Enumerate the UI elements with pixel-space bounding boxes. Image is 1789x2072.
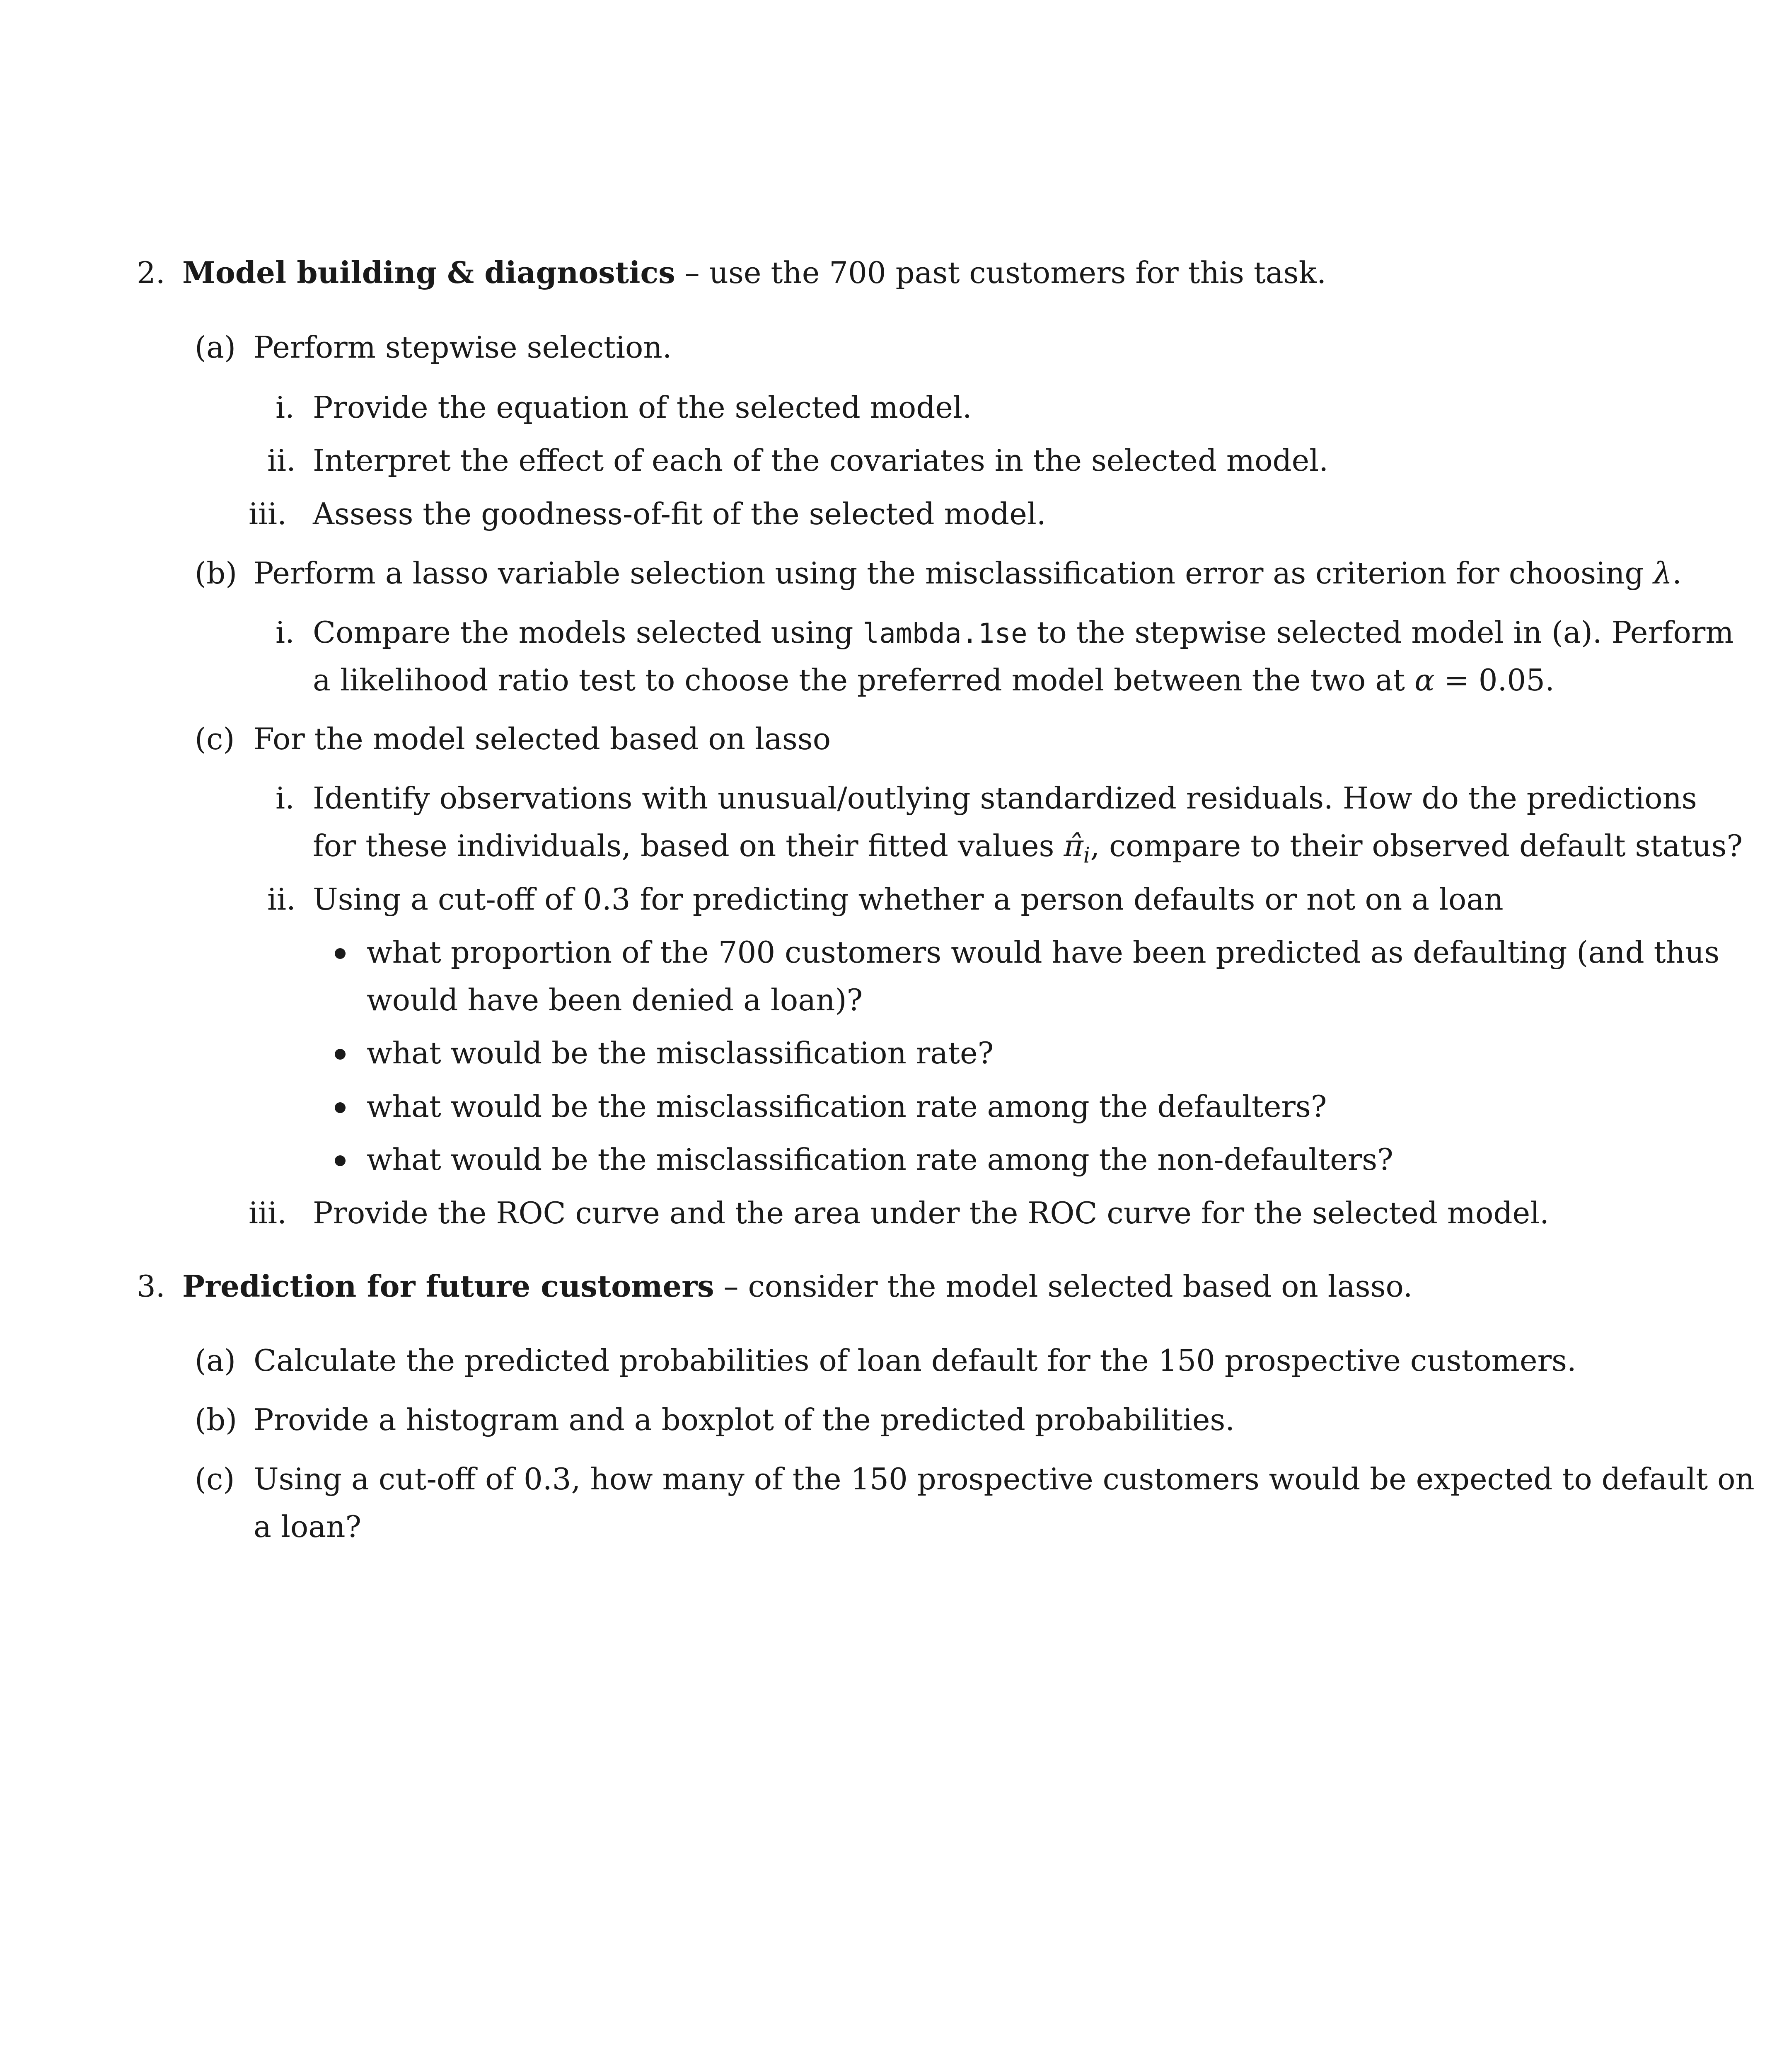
item-2a-iii-text: Assess the goodness-of-fit of the selected model. <box>313 496 1046 531</box>
bullet-icon <box>335 948 346 959</box>
item-2a-text: Perform stepwise selection. <box>254 330 672 365</box>
item-2b-i-label: i. <box>276 615 295 650</box>
item-2c-ii-label: ii. <box>267 882 296 917</box>
bullet-icon <box>335 1049 346 1060</box>
item-2c-i-label: i. <box>276 781 295 816</box>
item-3b-label: (b) <box>195 1402 237 1437</box>
section-3-title: Prediction for future customers <box>182 1268 714 1304</box>
section-2-number: 2. <box>137 255 165 290</box>
bullet-icon <box>335 1155 346 1166</box>
item-2c-iii-text: Provide the ROC curve and the area under the ROC curve for the selected model. <box>313 1196 1550 1230</box>
bullet-text: what would be the misclassification rate among the defaulters? <box>367 1089 1327 1124</box>
item-2a-iii-label: iii. <box>249 496 287 531</box>
bullet-text: what would be the misclassification rate among the non-defaulters? <box>367 1142 1393 1177</box>
bullet-text: what would be the misclassification rate? <box>367 1036 994 1070</box>
section-3-number: 3. <box>137 1269 165 1304</box>
section-2-subtitle: – use the 700 past customers for this task. <box>675 255 1327 290</box>
item-3b-text: Provide a histogram and a boxplot of the predicted probabilities. <box>254 1402 1235 1437</box>
lambda-symbol: λ <box>1653 556 1673 591</box>
item-3c-label: (c) <box>195 1462 235 1496</box>
pi-hat-symbol: π̂ <box>1064 828 1083 863</box>
section-3-subtitle: – consider the model selected based on lasso. <box>714 1269 1413 1304</box>
item-3c-text: Using a cut-off of 0.3, how many of the 150 prospective customers would be expected to default on <box>254 1462 1755 1496</box>
item-2c-label: (c) <box>195 721 235 756</box>
item-2a-ii-label: ii. <box>267 443 296 478</box>
alpha-symbol: α <box>1414 663 1435 697</box>
bullet-text: what proportion of the 700 customers would have been predicted as defaulting (and thus <box>367 935 1720 970</box>
item-2a-label: (a) <box>195 330 236 365</box>
code-lambda-1se: lambda.1se <box>863 617 1027 649</box>
section-2-title: Model building & diagnostics <box>182 255 675 290</box>
item-2a-ii-text: Interpret the effect of each of the covariates in the selected model. <box>313 443 1329 478</box>
item-3a-label: (a) <box>195 1343 236 1378</box>
item-2c-text: For the model selected based on lasso <box>254 721 831 756</box>
bullet-icon <box>335 1102 346 1113</box>
item-2c-i-text: Identify observations with unusual/outlying standardized residuals. How do the predictions <box>313 781 1697 816</box>
item-2a-i-label: i. <box>276 390 295 425</box>
item-2c-ii-text: Using a cut-off of 0.3 for predicting whether a person defaults or not on a loan <box>313 882 1504 917</box>
item-3a-text: Calculate the predicted probabilities of loan default for the 150 prospective customers. <box>254 1343 1576 1378</box>
item-2c-iii-label: iii. <box>249 1196 287 1230</box>
item-2a-i-text: Provide the equation of the selected model. <box>313 390 972 425</box>
item-2b-label: (b) <box>195 556 237 591</box>
document-page: 2. Model building & diagnostics – use the 700 past customers for this task. (a) Perform stepwise selection. i. Provide the equation of the selected model. ii. Interpret the effect of each of the covariates in the selected model. iii. Assess the goodness-of-fit of the selected model. (b) Perform a lasso variable selection using the misclassification error as criterion for choosing λ. i. Compare the models selected using lambda.1se to the stepwise selected model in (a). Perform a likelihood ratio test to choose the preferred model between the two at α = 0.05. (c) For the model selected based on lasso i. Identify observations with unusual/outlying standardized residuals. How do the predictions for these individuals, based on their fitted values $\pî_i$, compare to their observed default status? ii. Using a cut-off of 0.3 for predicting whether a person defaults or not on a loan what proportion of the 700 customers would have been predicted as defaulting (and thus would have been denied a loan)? what would be the misclassification rate? what would be the misclassification rate among the defaulters? what would be the misclassification rate among the non-defaulters? iii. Provide the ROC curve and the area under the ROC curve for the selected model. 3. Prediction for future customers – consider the model selected based on lasso. (a) Calculate the predicted probabilities of loan default for the 150 prospective customers. (b) Provide a histogram and a boxplot of the predicted probabilities. (c) Using a cut-off of 0.3, how many of the 150 prospective customers would be expected to default on a loan? <box>0 0 1789 2072</box>
item-2b-text: Perform a lasso variable selection using the misclassification error as criterion for choosing <box>254 556 1654 591</box>
item-2b-i-text: Compare the models selected using <box>313 615 863 650</box>
